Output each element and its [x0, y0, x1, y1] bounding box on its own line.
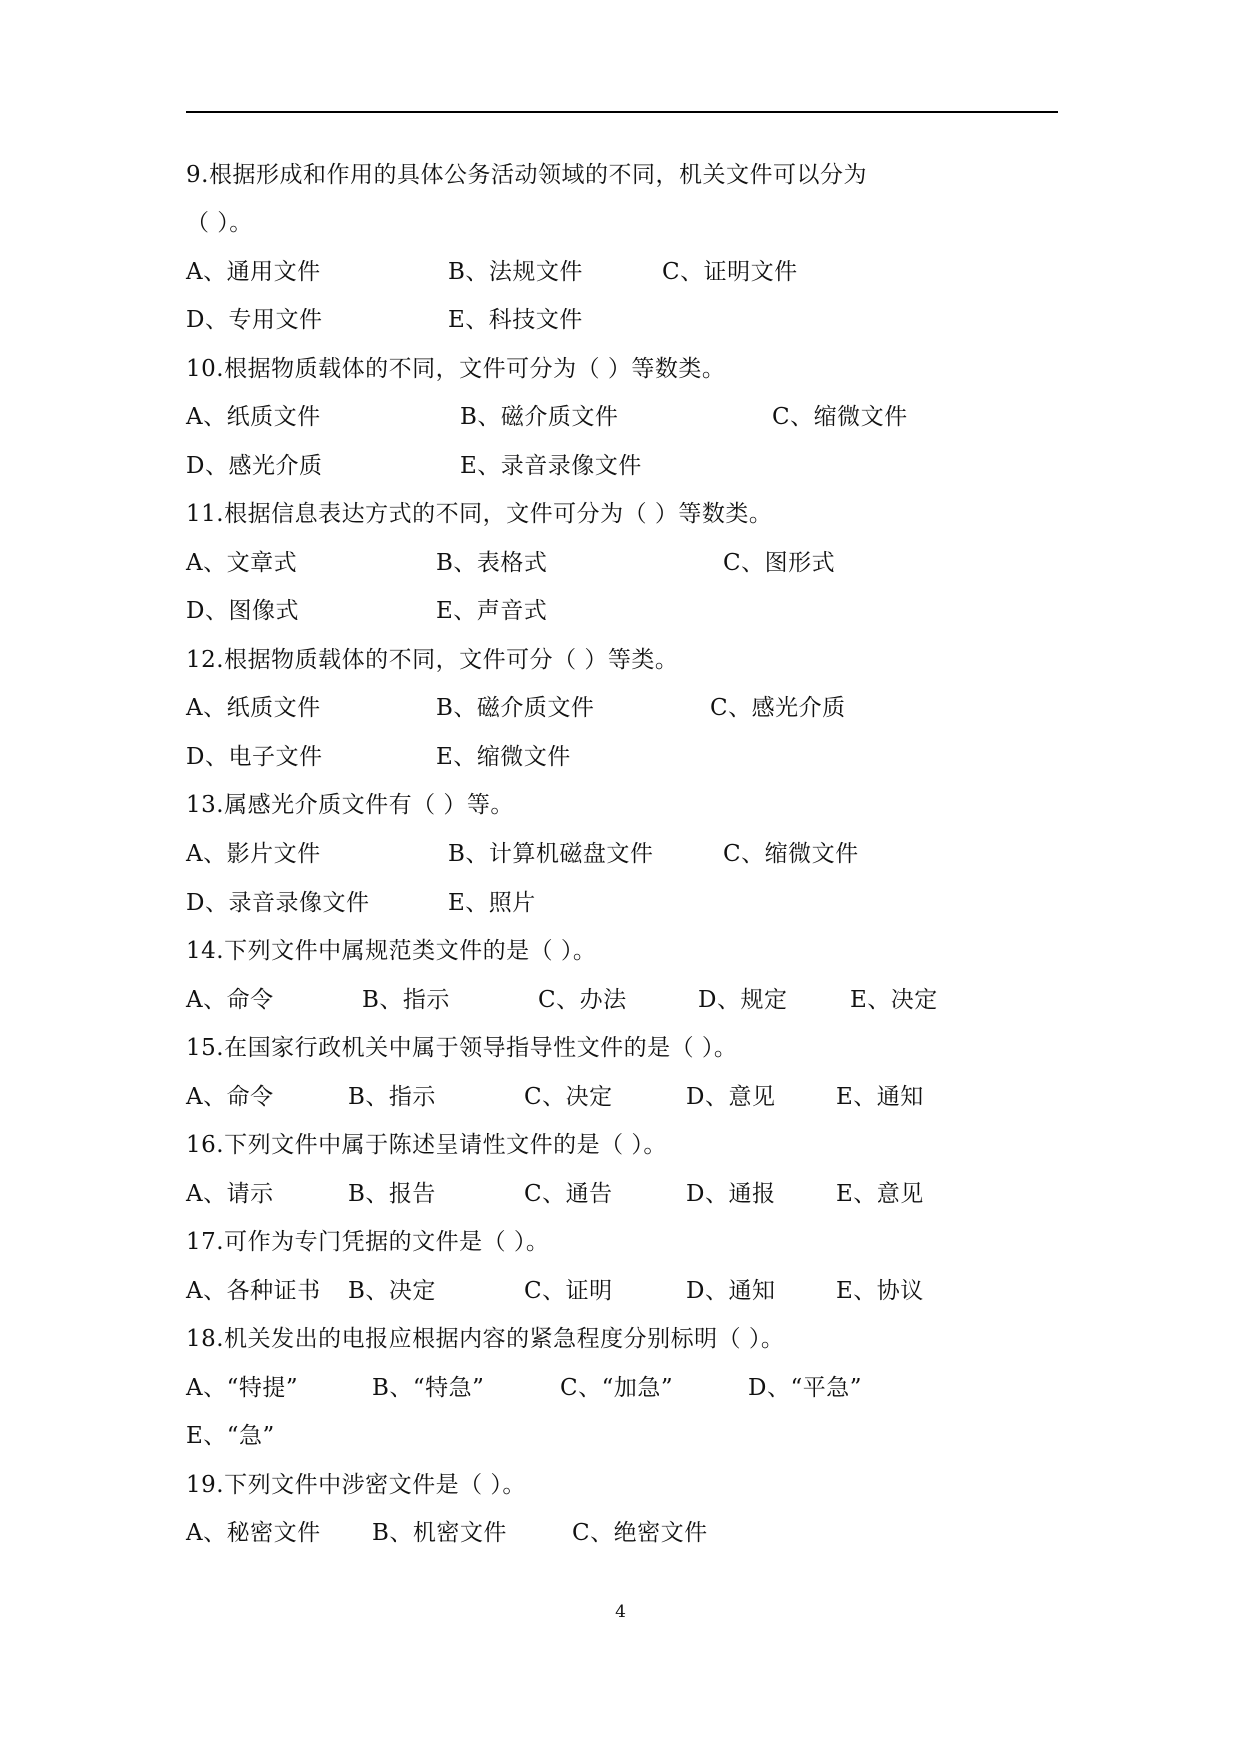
option-d: D、通知	[686, 1278, 776, 1304]
page-number: 4	[615, 1602, 626, 1622]
option-b: B、表格式	[436, 550, 548, 576]
option-a: A、通用文件	[186, 259, 321, 285]
option-d: D、感光介质	[186, 453, 323, 479]
option-e: E、科技文件	[448, 307, 583, 333]
option-c: C、通告	[524, 1181, 613, 1207]
question-19-stem: 19.下列文件中涉密文件是（ ）。	[186, 1472, 526, 1498]
option-b: B、指示	[348, 1084, 436, 1110]
question-13-stem: 13.属感光介质文件有（ ）等。	[186, 792, 514, 818]
option-b: B、机密文件	[372, 1520, 507, 1546]
option-c: C、绝密文件	[572, 1520, 708, 1546]
option-d: D、规定	[698, 987, 788, 1013]
option-b: B、决定	[348, 1278, 436, 1304]
option-b: B、法规文件	[448, 259, 583, 285]
option-b: B、“特急”	[372, 1375, 485, 1401]
option-b: B、指示	[362, 987, 450, 1013]
option-e: E、录音录像文件	[460, 453, 642, 479]
option-a: A、命令	[186, 987, 274, 1013]
option-b: B、计算机磁盘文件	[448, 841, 654, 867]
header-rule	[186, 111, 1058, 113]
option-b: B、报告	[348, 1181, 436, 1207]
option-a: A、各种证书	[186, 1278, 321, 1304]
option-c: C、感光介质	[710, 695, 846, 721]
question-17-stem: 17.可作为专门凭据的文件是（ ）。	[186, 1229, 550, 1255]
option-b: B、磁介质文件	[460, 404, 619, 430]
option-a: A、命令	[186, 1084, 274, 1110]
option-c: C、缩微文件	[723, 841, 859, 867]
option-d: D、录音录像文件	[186, 890, 370, 916]
option-e: E、通知	[836, 1084, 924, 1110]
question-12-stem: 12.根据物质载体的不同，文件可分（ ）等类。	[186, 647, 679, 673]
option-a: A、纸质文件	[186, 404, 321, 430]
option-c: C、决定	[524, 1084, 613, 1110]
question-9-blank: （ ）。	[186, 210, 253, 236]
option-e: E、协议	[836, 1278, 924, 1304]
option-d: D、通报	[686, 1181, 776, 1207]
question-14-stem: 14.下列文件中属规范类文件的是（ ）。	[186, 938, 597, 964]
option-e: E、缩微文件	[436, 744, 571, 770]
option-a: A、秘密文件	[186, 1520, 321, 1546]
question-9-stem: 9.根据形成和作用的具体公务活动领域的不同，机关文件可以分为	[186, 162, 867, 188]
option-a: A、文章式	[186, 550, 298, 576]
option-a: A、请示	[186, 1181, 274, 1207]
option-c: C、“加急”	[560, 1375, 674, 1401]
option-e: E、声音式	[436, 598, 548, 624]
option-e: E、决定	[850, 987, 938, 1013]
option-d: D、意见	[686, 1084, 776, 1110]
option-c: C、证明文件	[662, 259, 798, 285]
option-d: D、电子文件	[186, 744, 323, 770]
question-16-stem: 16.下列文件中属于陈述呈请性文件的是（ ）。	[186, 1132, 667, 1158]
question-10-stem: 10.根据物质载体的不同，文件可分为（ ）等数类。	[186, 356, 726, 382]
option-b: B、磁介质文件	[436, 695, 595, 721]
question-15-stem: 15.在国家行政机关中属于领导指导性文件的是（ ）。	[186, 1035, 738, 1061]
option-e: E、照片	[448, 890, 536, 916]
option-c: C、图形式	[723, 550, 836, 576]
option-e: E、“急”	[186, 1423, 275, 1449]
option-c: C、证明	[524, 1278, 613, 1304]
option-a: A、影片文件	[186, 841, 321, 867]
option-d: D、图像式	[186, 598, 299, 624]
option-e: E、意见	[836, 1181, 924, 1207]
option-a: A、纸质文件	[186, 695, 321, 721]
option-c: C、缩微文件	[772, 404, 908, 430]
option-d: D、“平急”	[748, 1375, 862, 1401]
question-18-stem: 18.机关发出的电报应根据内容的紧急程度分别标明（ ）。	[186, 1326, 785, 1352]
option-a: A、“特提”	[186, 1375, 299, 1401]
option-c: C、办法	[538, 987, 627, 1013]
option-d: D、专用文件	[186, 307, 323, 333]
question-11-stem: 11.根据信息表达方式的不同，文件可分为（ ）等数类。	[186, 501, 773, 527]
